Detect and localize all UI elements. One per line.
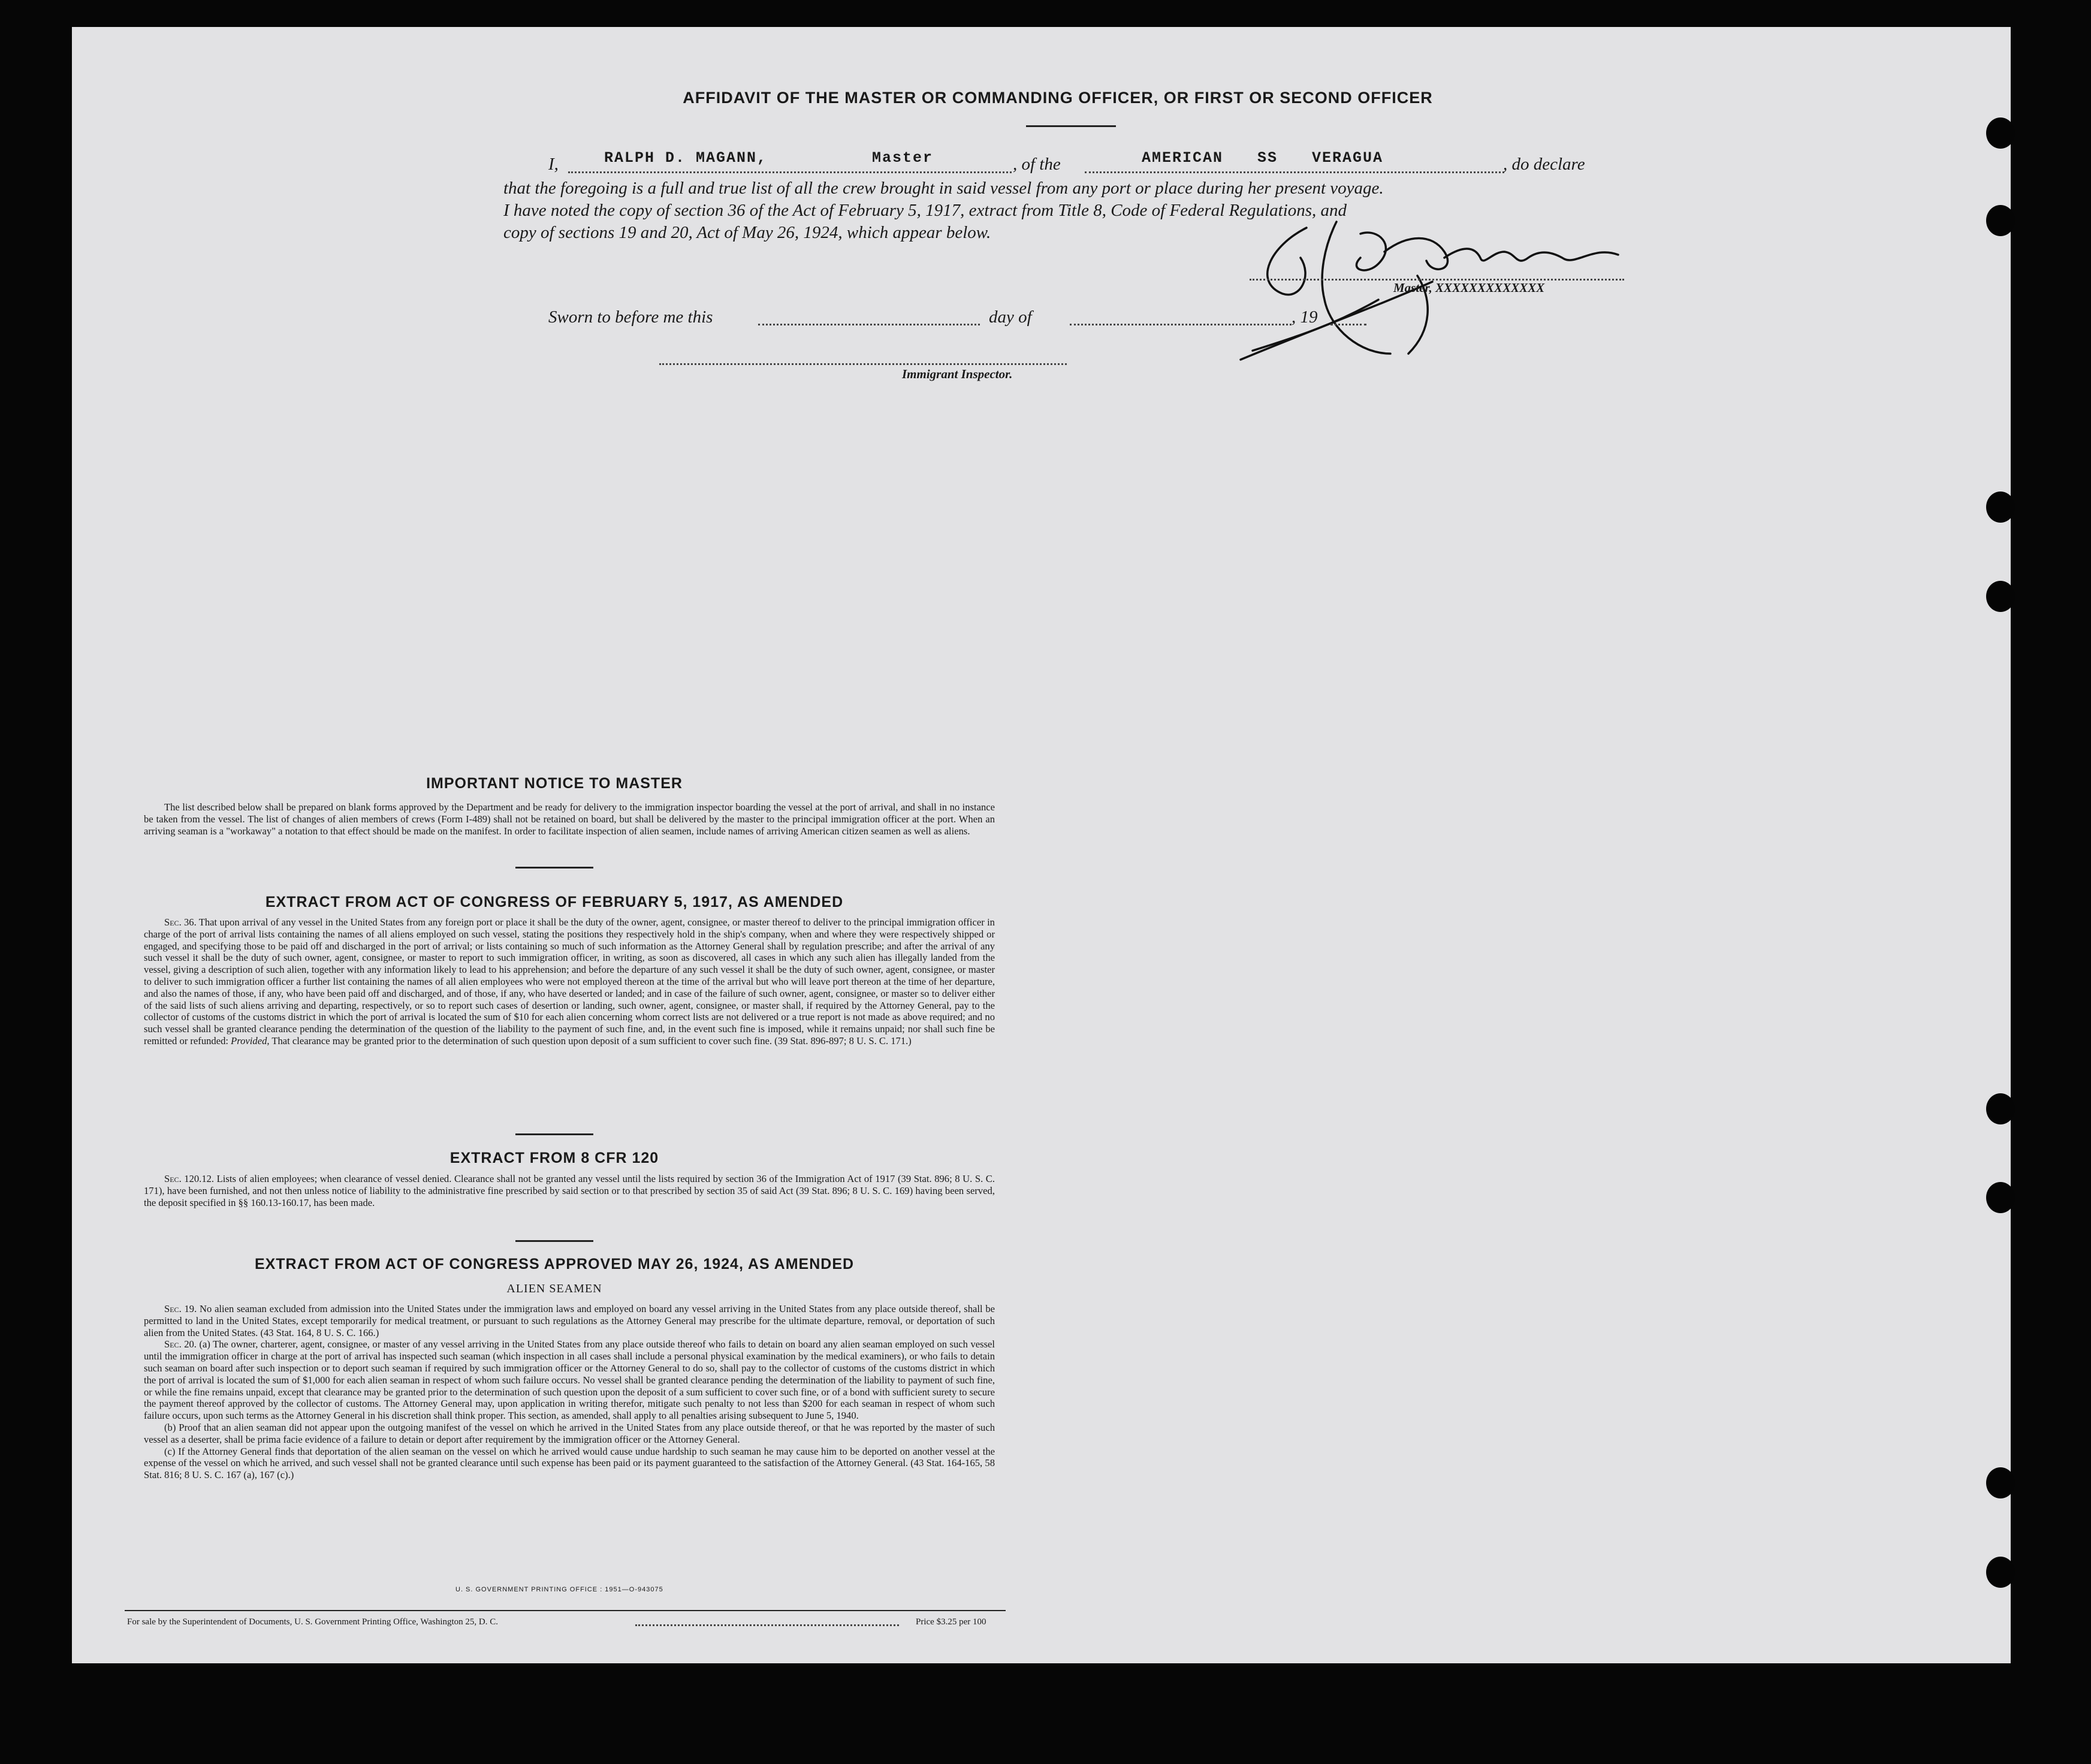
extract-cfr-title: EXTRACT FROM 8 CFR 120 (449, 1150, 659, 1166)
sec-19-paragraph (144, 1303, 995, 1338)
punch-hole (1986, 1093, 2015, 1124)
punch-hole (1986, 117, 2015, 149)
extract-cfr-text (144, 1173, 995, 1208)
footer-rule (125, 1610, 1006, 1611)
inspector-line (659, 363, 1067, 365)
sworn-year-line (1330, 324, 1366, 325)
master-name: RALPH D. MAGANN, (604, 149, 768, 167)
sworn-month-line (1070, 324, 1292, 325)
extract-1924-title: EXTRACT FROM ACT OF CONGRESS APPROVED MAY 26, 1924, AS AMENDED (254, 1256, 855, 1273)
punch-hole (1986, 491, 2015, 523)
sec-20a-body: (a) The owner, charterer, agent, consignee, or master of any vessel arriving in the United States from any place outside thereof who fails to detain on board any alien seaman employed on such vessel until the immigration officer in charge at the port of arrival has inspected such seaman (which inspection in all cases shall include a personal physical examination by the medical examiners), or who fails to detain such seaman on board after such inspection or to deport such seaman if required by such immigration officer or the Attorney General to do so, shall pay to the collector of customs of the customs district in which the port of arrival is located the sum of $1,000 for each alien seaman in respect of whom such failure occurs. No vessel shall be granted clearance pending the determination of the liability to payment of such fine, or while the fine remains unpaid, except that clearance may be granted prior to the determination of such question upon the deposit of a sum sufficient to cover such fine, or of a bond with sufficient surety to secure the payment thereof approved by the collector of customs. The Attorney General may, upon application in writing therefor, mitigate such penalty to not less than $200 for each seaman in respect of whom such failure occurs, upon such terms as the Attorney General in his discretion shall think proper. This section, as amended, shall apply to all penalties arising subsequent to June 5, 1940. (144, 1338, 995, 1422)
master-name-line (568, 171, 1012, 173)
punch-hole (1986, 581, 2015, 612)
title-underline (1026, 125, 1116, 127)
punch-hole (1986, 1557, 2015, 1588)
gpo-imprint: U. S. GOVERNMENT PRINTING OFFICE : 1951—O-943075 (455, 1586, 663, 1593)
footer-sale-note: For sale by the Superintendent of Documents, U. S. Government Printing Office, Washington 25, D. C. (127, 1617, 498, 1627)
sworn-label: Sworn to before me this (548, 307, 713, 327)
affidavit-title: AFFIDAVIT OF THE MASTER OR COMMANDING OFFICER, OR FIRST OR SECOND OFFICER (683, 89, 1433, 107)
affidavit-line-3: I have noted the copy of section 36 of the Act of February 5, 1917, extract from Title 8, Code of Federal Regulations, and (503, 201, 1347, 220)
sec-19-label: Sec. 19. (164, 1303, 197, 1314)
inspector-caption: Immigrant Inspector. (902, 367, 1013, 381)
notice-text: The list described below shall be prepared on blank forms approved by the Department and be ready for delivery to the immigration inspector boarding the vessel at the port of arrival, and shall in no instance be taken from the vessel. The list of changes of alien members of crews (Form I-489) shall not be retained on board, but shall be delivered by the master to the principal immigration officer at the port. When an arriving seaman is a "workaway" a notation to that effect should be made on the manifest. In order to facilitate inspection of alien seamen, include names of arriving American citizen seamen as well as aliens. (144, 801, 995, 837)
master-rank: Master (872, 149, 934, 167)
sec-36-provided: Provided, (231, 1035, 270, 1047)
footer-price: Price $3.25 per 100 (916, 1617, 986, 1627)
do-declare-label: , do declare (1503, 155, 1585, 174)
sec-20-label: Sec. 20. (164, 1338, 197, 1350)
sec-120-label: Sec. 120.12. (164, 1173, 215, 1184)
sec-36-body: That upon arrival of any vessel in the United States from any foreign port or place it shall be the duty of the owner, agent, consignee, or master thereof to deliver to the principal immigration officer in charge of the port of arrival lists containing the names of all aliens employed on such vessel, stating the positions they respectively hold in the ship's company, when and where they were respectively shipped or engaged, and specifying those to be paid off and discharged in the port of arrival; or lists containing so much of such information as the Attorney General shall by regulation prescribe; and after the arrival of any such vessel it shall be the duty of such owner, agent, consignee, or master to report to such immigration officer, in writing, as soon as discovered, all cases in which any such alien has illegally landed from the vessel, giving a description of such alien, together with any information likely to lead to his apprehension; and before the departure of any such vessel it shall be the duty of such owner, agent, consignee, or master to deliver to such immigration officer a further list containing the names of all alien employees who were not employed thereon at the time of the arrival but who will leave port thereon at the time of her departure, and also the names of those, if any, who have been paid off and discharged, and of those, if any, who have deserted or landed; and in case of the failure of such owner, agent, consignee, or master so to deliver either of the said lists of such aliens arriving and departing, respectively, or so to report such cases of desertion or landing, such owner, agent, consignee, or master shall, if required by the Attorney General, pay to the collector of customs of the customs district in which the port of arrival is located the sum of $10 for each alien concerning whom correct lists are not delivered or a true report is not made as above required; and no such vessel shall be granted clearance pending the determination of the question of the liability to the payment of such fine, and, in the event such fine is imposed, while it remains unpaid; nor shall such fine be remitted or refunded: (144, 916, 995, 1047)
vessel-name: AMERICAN SS VERAGUA (1142, 149, 1384, 167)
sec-20a-paragraph (144, 1338, 995, 1422)
sworn-day-line (758, 324, 980, 325)
affidavit-line-2: that the foregoing is a full and true list of all the crew brought in said vessel from any port or place during her present voyage. (503, 179, 1384, 198)
extract-1917-title: EXTRACT FROM ACT OF CONGRESS OF FEBRUARY 5, 1917, AS AMENDED (265, 894, 844, 910)
notice-title: IMPORTANT NOTICE TO MASTER (426, 775, 683, 792)
day-of-label: day of (989, 307, 1032, 327)
punch-hole (1986, 205, 2015, 236)
sec-19-body: No alien seaman excluded from admission into the United States under the immigration laws and employed on board any vessel arriving in the United States from any place outside thereof, shall be permitted to land in the United States, except temporarily for medical treatment, or pursuant to such regulations as the Attorney General may prescribe for the ultimate departure, removal, or deportation of such alien from the United States. (43 Stat. 164, 8 U. S. C. 166.) (144, 1303, 995, 1338)
extract-1917-text (144, 916, 995, 1047)
footer-leader (635, 1624, 899, 1626)
of-the-label: , of the (1013, 155, 1061, 174)
extract-1917-divider (515, 1133, 593, 1135)
alien-seamen-subtitle: ALIEN SEAMEN (506, 1282, 602, 1295)
affidavit-i: I, (548, 155, 559, 174)
signature-caption: Master, XXXXXXXXXXXXX (1393, 281, 1545, 295)
notice-divider (515, 867, 593, 869)
sec-120-body: Lists of alien employees; when clearance of vessel denied. Clearance shall not be granted any vessel until the lists required by section 36 of the Immigration Act of 1917 (39 Stat. 896; 8 U. S. C. 171), have been furnished, and not then unless notice of liability to the administrative fine prescribed by said section or to that prescribed by section 35 of said Act (39 Stat. 896; 8 U. S. C. 169) having been served, the deposit specified in §§ 160.13-160.17, has been made. (144, 1173, 995, 1208)
sec-20b-paragraph: (b) Proof that an alien seaman did not appear upon the outgoing manifest of the vessel on which he arrived in the United States from any place outside thereof, or that he was reported by the master of such vessel as a deserter, shall be prima facie evidence of a failure to detain or deport after requirement by the immigration officer or the Attorney General. (144, 1421, 995, 1445)
sec-36-end: That clearance may be granted prior to the determination of such question upon deposit of a sum sufficient to cover such fine. (39 Stat. 896-897; 8 U. S. C. 171.) (271, 1035, 912, 1047)
sec-36-label: Sec. 36. (164, 916, 197, 928)
year-label: , 19 (1292, 307, 1318, 327)
vessel-line (1085, 171, 1504, 173)
punch-hole (1986, 1467, 2015, 1498)
extract-1924-text (144, 1303, 995, 1481)
extract-cfr-divider (515, 1240, 593, 1242)
sec-20c-paragraph: (c) If the Attorney General finds that deportation of the alien seaman on the vessel on which he arrived would cause undue hardship to such seaman he may cause him to be deported on another vessel at the expense of the vessel on which he arrived, and such vessel shall not be granted clearance until such expense has been paid or its payment guaranteed to the satisfaction of the Attorney General. (43 Stat. 164-165, 58 Stat. 816; 8 U. S. C. 167 (a), 167 (c).) (144, 1445, 995, 1481)
punch-hole (1986, 1182, 2015, 1213)
affidavit-line-4: copy of sections 19 and 20, Act of May 26, 1924, which appear below. (503, 223, 991, 242)
